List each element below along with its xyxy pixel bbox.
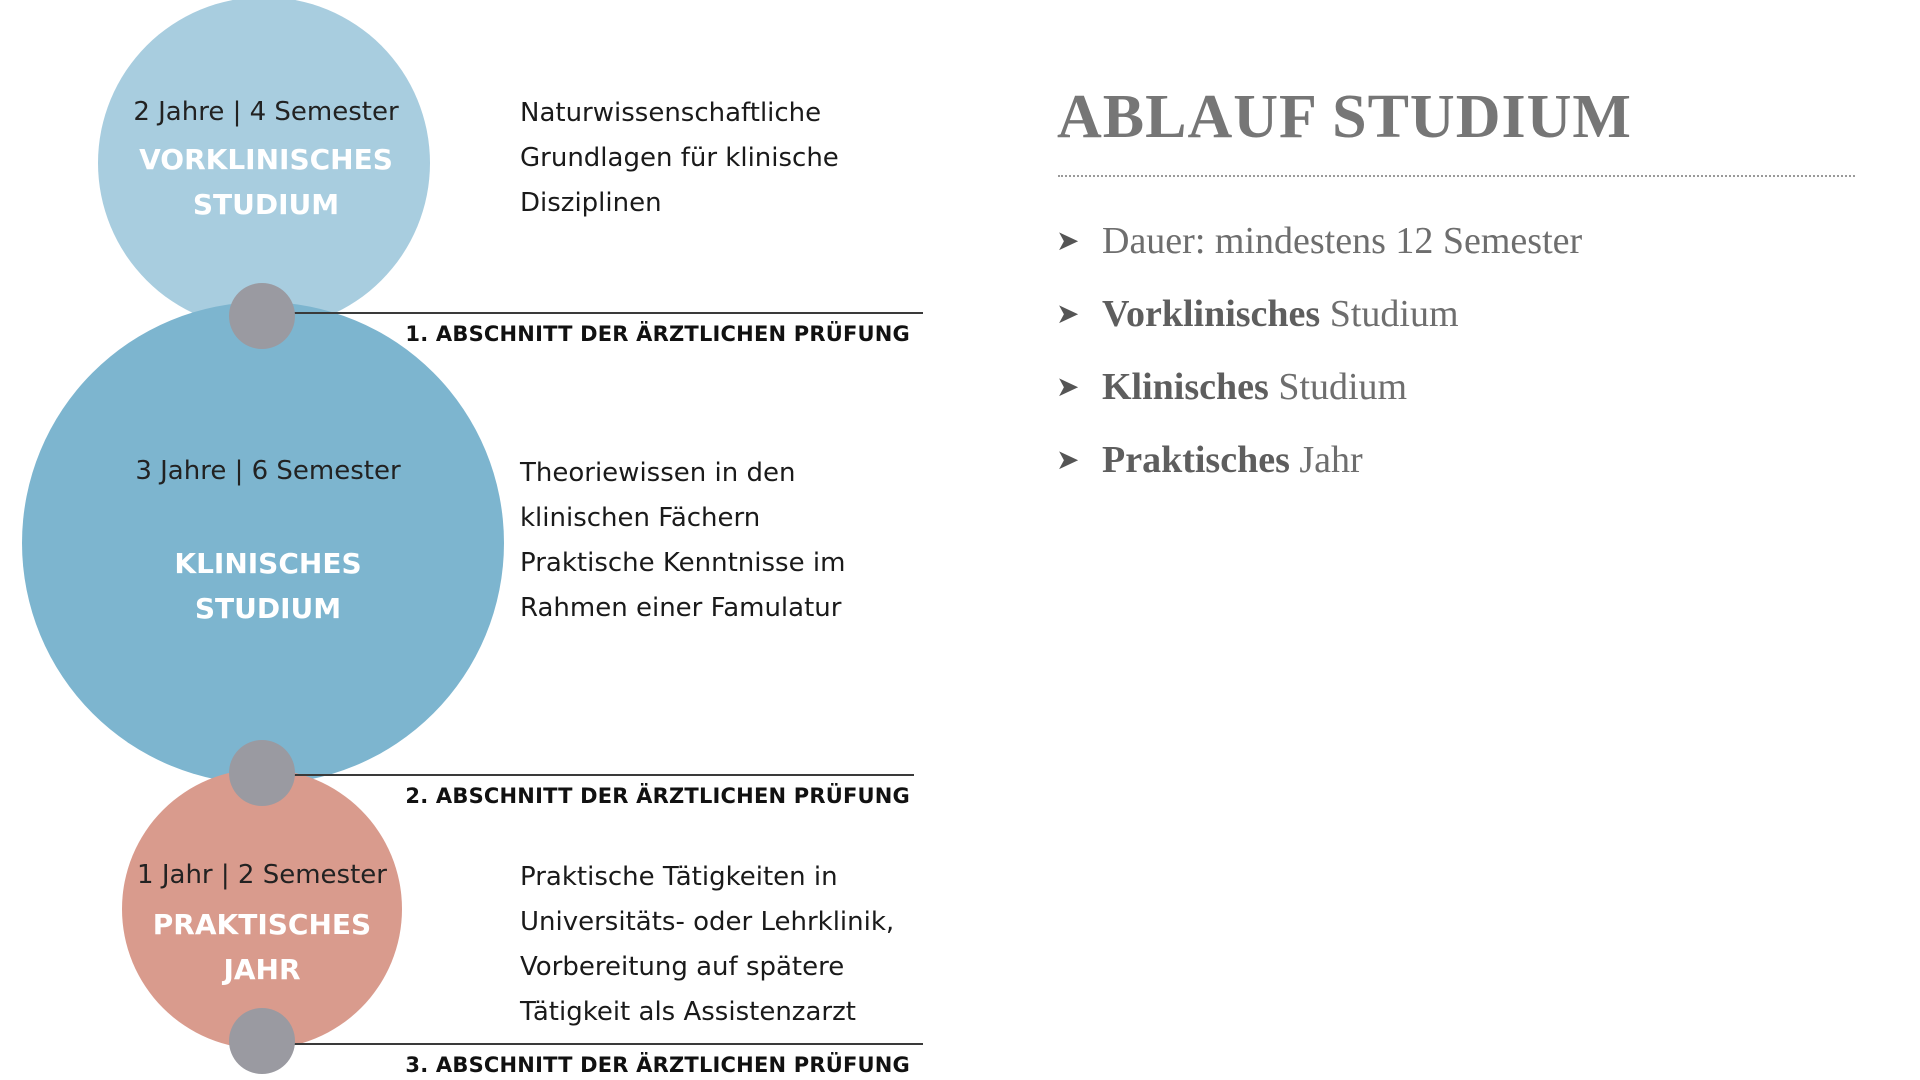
exam-label-2: 2. ABSCHNITT DER ÄRZTLICHEN PRÜFUNG xyxy=(405,784,910,808)
arrowhead-icon: ➤ xyxy=(1056,225,1080,257)
exam-line-2 xyxy=(262,774,914,776)
exam-line-1 xyxy=(262,312,923,314)
title-divider xyxy=(1058,175,1855,177)
bullet-text: Jahr xyxy=(1289,438,1363,481)
phase-name-line: STUDIUM xyxy=(192,188,340,221)
description-line: Disziplinen xyxy=(520,188,662,218)
phase-description xyxy=(520,855,894,1035)
phase-description xyxy=(520,91,839,226)
exam-label-3: 3. ABSCHNITT DER ÄRZTLICHEN PRÜFUNG xyxy=(405,1053,910,1077)
list-item xyxy=(1056,277,1582,350)
milestone-dot-1 xyxy=(229,283,295,349)
description-line: Praktische Tätigkeiten in xyxy=(520,862,838,892)
list-item xyxy=(1056,350,1582,423)
phase-name-line: JAHR xyxy=(223,953,301,986)
milestone-dot-3 xyxy=(229,1008,295,1074)
bullet-bold: Klinisches xyxy=(1102,365,1269,408)
description-line: Tätigkeit als Assistenzarzt xyxy=(520,997,856,1027)
arrowhead-icon: ➤ xyxy=(1056,371,1080,403)
phase-name-line: VORKLINISCHES xyxy=(139,143,393,176)
milestone-dot-2 xyxy=(229,740,295,806)
description-line: Universitäts- oder Lehrklinik, xyxy=(520,907,895,937)
phase-name-line: PRAKTISCHES xyxy=(152,908,372,941)
phase-name xyxy=(116,137,416,227)
description-line: Naturwissenschaftliche xyxy=(520,98,822,128)
list-item xyxy=(1056,423,1582,496)
bullet-bold: Praktisches xyxy=(1102,438,1290,481)
arrowhead-icon: ➤ xyxy=(1056,298,1080,330)
exam-line-3 xyxy=(262,1043,923,1045)
page-title: ABLAUF STUDIUM xyxy=(1057,83,1632,151)
bullet-list xyxy=(1056,204,1582,496)
bullet-text: Dauer: mindestens 12 Semester xyxy=(1102,219,1583,262)
phase-name-line: STUDIUM xyxy=(194,592,342,625)
phase-name-line: KLINISCHES xyxy=(174,547,362,580)
description-line: Grundlagen für klinische xyxy=(520,143,839,173)
list-item xyxy=(1056,204,1582,277)
description-line: Rahmen einer Famulatur xyxy=(520,593,842,623)
bullet-text: Studium xyxy=(1320,292,1459,335)
phase-description xyxy=(520,451,845,631)
phase-duration: 1 Jahr | 2 Semester xyxy=(137,860,387,890)
description-line: Theoriewissen in den xyxy=(520,458,796,488)
description-line: Praktische Kenntnisse im xyxy=(520,548,846,578)
description-line: klinischen Fächern xyxy=(520,503,761,533)
phase-duration: 3 Jahre | 6 Semester xyxy=(135,456,401,486)
bullet-bold: Vorklinisches xyxy=(1102,292,1321,335)
phase-name xyxy=(112,902,412,992)
bullet-text: Studium xyxy=(1268,365,1408,408)
phase-duration: 2 Jahre | 4 Semester xyxy=(133,97,399,127)
exam-label-1: 1. ABSCHNITT DER ÄRZTLICHEN PRÜFUNG xyxy=(405,322,910,346)
arrowhead-icon: ➤ xyxy=(1056,444,1080,476)
phase-name xyxy=(118,541,418,631)
description-line: Vorbereitung auf spätere xyxy=(520,952,845,982)
